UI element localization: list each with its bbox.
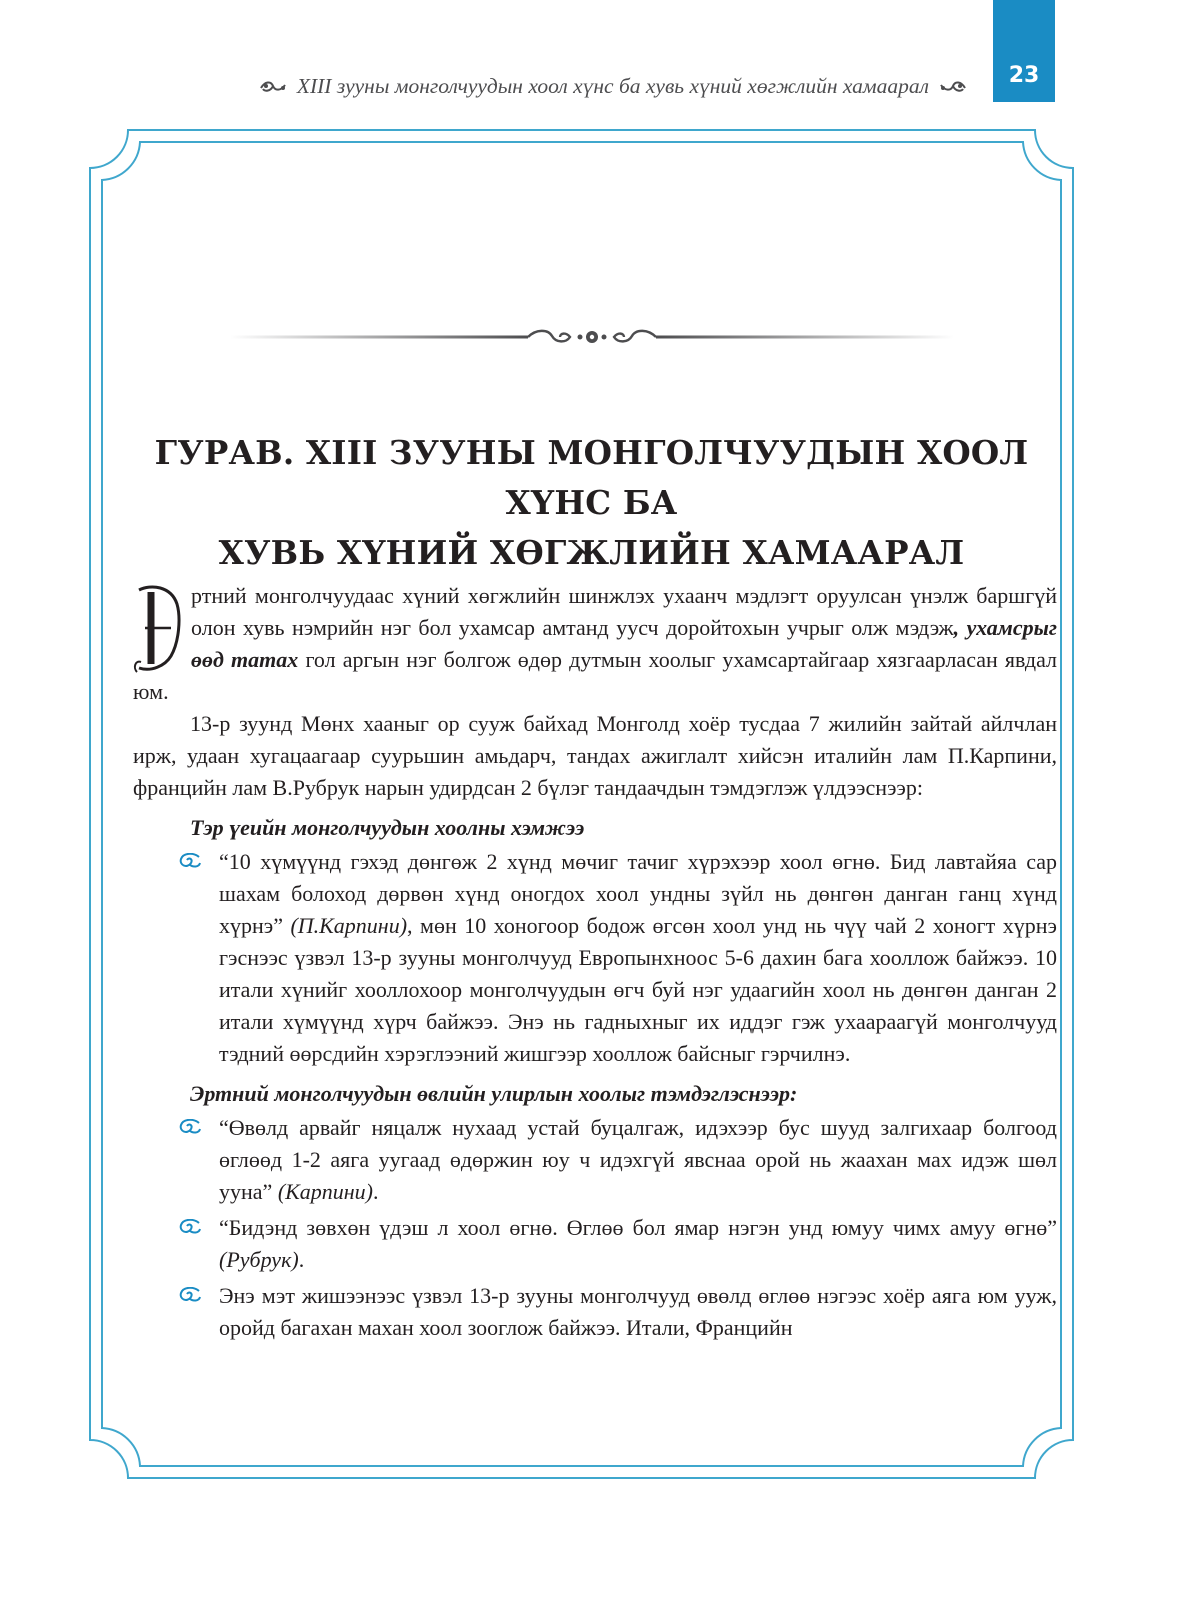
page-number: 23	[1008, 63, 1040, 88]
list-item	[133, 1112, 1057, 1208]
intro-emphasis: , ухамсрыг өөд татах	[191, 615, 1058, 672]
section-1-heading: Тэр үеийн монголчуудын хоолны хэмжээ	[190, 815, 585, 840]
curl-bullet-icon	[177, 853, 201, 869]
page-number-tab	[993, 0, 1055, 102]
running-header	[259, 74, 967, 99]
paragraph-2: 13-р зуунд Мөнх хааныг ор сууж байхад Монголд хоёр тусдаа 7 жилийн зайтай айлчлан ирж, удаан хугацаагаар суурьшин амьдарч, тандах ажиглалт хийсэн италийн лам П.Карпини, францийн лам В.Рубрук нарын удирдсан 2 бүлэг тандаачдын тэмдэглэж үлдээснээр:	[133, 711, 1057, 800]
list-item	[133, 846, 1057, 1070]
citation: (Карпини)	[277, 1179, 373, 1204]
list-item	[133, 1280, 1057, 1344]
chapter-title	[118, 428, 1065, 578]
chapter-title-line-2: ХУВЬ ХҮНИЙ ХӨГЖЛИЙН ХАМААРАЛ	[218, 533, 965, 572]
scroll-ornament-left-icon	[259, 79, 289, 95]
curl-bullet-icon	[177, 1287, 201, 1303]
bullet-text: “Өвөлд арвайг няцалж нухаад устай буцалгаж, идэхээр бус шууд залгихаар болгоод өглөөд 1-2 аяга уугаад өдөржин юу ч идэхгүй явснаа орой нь жаахан мах идэж шөл ууна”	[219, 1115, 1057, 1204]
intro-text-end: гол аргын нэг болгож өдөр дутмын хоолыг ухамсартайгаар хязгаарласан явдал юм.	[133, 647, 1058, 704]
bullet-text: , мөн 10 хоногоор бодож өгсөн хоол унд нь чүү чай 2 хоногт хүрнэ гэснээс үзвэл 13-р зууны монголчууд Европынхноос 5-6 дахин бага хооллож байжээ. 10 итали хүнийг хооллохоор монголчуудын өгч буй нэг удаагийн хоол нь дөнгөн данган 2 итали хүмүүнд хүрч байжээ. Энэ нь гадныхныг их иддэг гэж ухаараагүй монголчууд тэдний өөрсдийн хэрэглээний жишгээр хооллож байсныг гэрчилнэ.	[219, 913, 1057, 1066]
bullet-text: “Бидэнд зөвхөн үдэш л хоол өгнө. Өглөө бол ямар нэгэн унд юмуу чимх амуу өгнө”	[219, 1215, 1057, 1240]
citation: (П.Карпини)	[290, 913, 408, 938]
body-text	[133, 580, 1057, 1348]
section-2-heading: Эртний монголчуудын өвлийн улирлын хоолыг тэмдэглэснээр:	[190, 1081, 798, 1106]
svg-text:Э: Э	[131, 584, 132, 585]
intro-text-start: ртний монголчуудаас хүний хөгжлийн шинжлэх ухаанч мэдлэгт оруулсан үнэлж баршгүй олон хувь нэмрийн нэг бол ухамсар амтанд уусч доройтохын учрыг олж мэдэж	[191, 583, 1057, 640]
list-item	[133, 1212, 1057, 1276]
running-header-text: XIII зууны монголчуудын хоол хүнс ба хувь хүний хөгжлийн хамаарал	[296, 74, 929, 98]
bullet-text: Энэ мэт жишээнээс үзвэл 13-р зууны монголчууд өвөлд өглөө нэгээс хоёр аяга юм ууж, оройд багахан махан хоол зооглож байжээ. Итали, Францийн	[219, 1283, 1057, 1340]
scroll-ornament-right-icon	[937, 79, 967, 95]
chapter-title-line-1: ГУРАВ. XIII ЗУУНЫ МОНГОЛЧУУДЫН ХООЛ ХҮНС БА	[154, 433, 1029, 522]
citation: (Рубрук)	[219, 1247, 299, 1272]
curl-bullet-icon	[177, 1219, 201, 1235]
flourish-divider-icon	[230, 327, 954, 347]
bullet-end: .	[298, 1247, 305, 1272]
bullet-text: “10 хүмүүнд гэхэд дөнгөж 2 хүнд мөчиг тачиг хүрэхээр хоол өгнө. Бид лавтайяа сар шахам болоход дөрвөн хүнд оногдох хоол ундны зүйл нь дөнгөн данган ганц хүнд хүрнэ”	[219, 849, 1057, 938]
bullet-end: .	[373, 1179, 379, 1204]
curl-bullet-icon	[177, 1119, 201, 1135]
intro-paragraph	[133, 580, 1057, 708]
dropcap-letter	[131, 584, 183, 676]
